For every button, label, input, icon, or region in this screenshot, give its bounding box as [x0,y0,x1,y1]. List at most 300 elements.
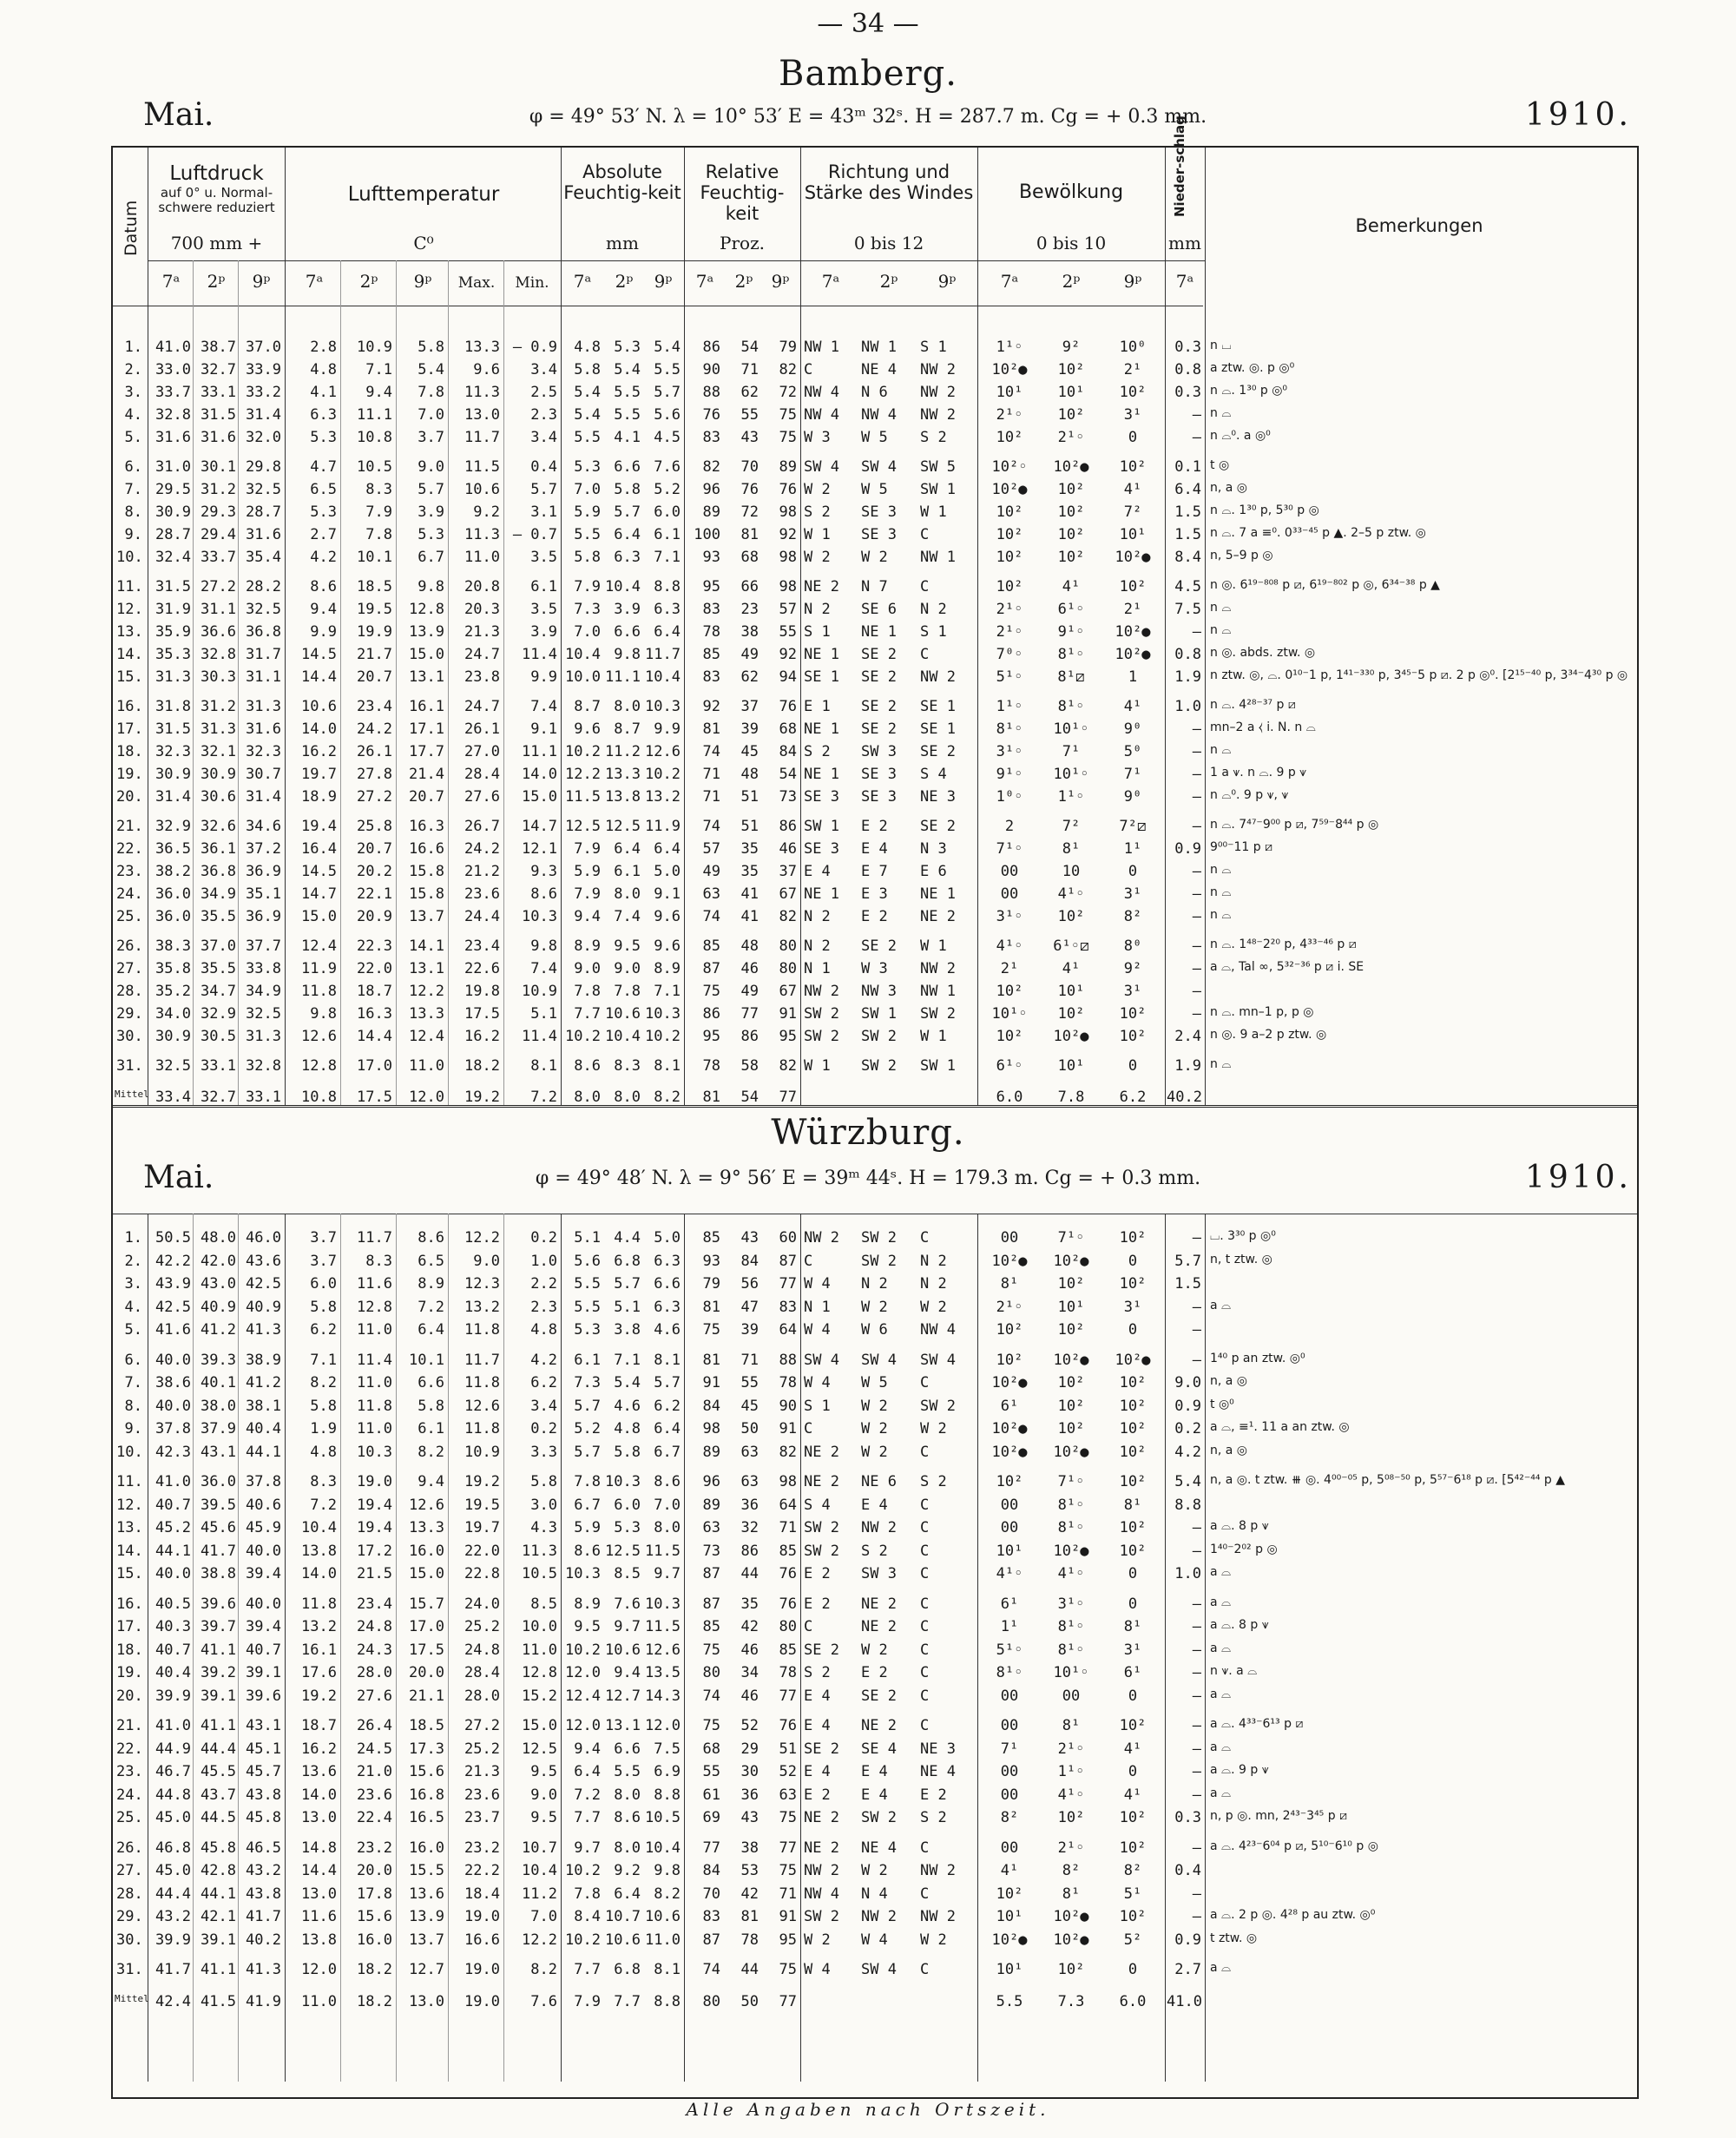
cell-lp: 46.5 [246,1839,281,1857]
cell-w: SW 5 [920,458,956,476]
cell-b: 8¹◦ [1057,698,1085,715]
cell-t: 2.3 [530,1298,557,1316]
cell-lp: 39.6 [246,1687,281,1705]
cell-b: 8² [1062,1862,1081,1879]
cell-w: E 2 [804,1565,831,1582]
cell-t: 10.7 [522,1839,557,1857]
cell-t: 5.3 [310,503,337,521]
cell-r: a ⌓ [1210,1641,1232,1655]
cell-af: 9.2 [614,1862,641,1879]
cell-af: 8.5 [614,1565,641,1582]
cell-b: 10² [996,1351,1023,1369]
cell-t: 0.2 [530,1229,557,1247]
cell-t: 8.2 [418,1443,444,1461]
cell-b: 10² [1119,578,1147,595]
cell-rf: 77 [702,1839,720,1857]
cell-rf: 74 [702,1687,720,1705]
cell-b: 9² [1062,339,1081,356]
cell-rf: 75 [779,1862,797,1879]
month-label-wuerzburg: Mai. [143,1160,214,1195]
cell-t: 16.0 [357,1931,392,1949]
cell-rf: 43 [740,429,759,446]
cell-af: 10.3 [645,1005,681,1023]
cell-b: 10²● [1115,549,1151,566]
cell-w: S 1 [920,623,947,641]
cell-af: 10.3 [565,1565,601,1582]
cell-rf: 87 [702,960,720,977]
cell-w: N 1 [804,1298,831,1316]
cell-d: 12. [116,1496,143,1514]
cell-lp: 45.7 [246,1763,281,1780]
cell-r: n ⌓ [1210,601,1232,615]
cell-lp: 42.3 [155,1443,191,1461]
mean-b: 6.0 [996,1089,1023,1106]
cell-rf: 75 [702,1717,720,1734]
cell-b: 10²● [1115,1351,1151,1369]
cell-w: SW 4 [861,1351,897,1369]
cell-t: 14.5 [301,863,337,880]
mean-rf: 81 [702,1089,720,1106]
cell-w: SW 1 [920,481,956,498]
mean-af: 7.9 [574,1992,601,2010]
cell-rf: 84 [779,743,797,760]
cell-rf: 91 [779,1420,797,1437]
cell-t: 22.1 [357,885,392,903]
cell-w: C [804,1420,813,1437]
sub-t-min: Min. [515,274,549,292]
sub-w-2: 2ᵖ [879,271,898,292]
cell-af: 5.2 [574,1420,601,1437]
cell-d: 13. [116,623,143,641]
cell-af: 10.4 [605,578,641,595]
cell-rf: 43 [740,1809,759,1826]
table-row [113,547,1637,569]
cell-af: 5.4 [614,361,641,378]
cell-t: 13.3 [409,1005,444,1023]
cell-w: SW 1 [861,1005,897,1023]
cell-b: 7⁰◦ [996,646,1023,663]
cell-w: SE 3 [861,766,897,783]
cell-b: 3¹ [1123,1298,1142,1316]
mean-t: 17.5 [357,1089,392,1106]
cell-t: 4.8 [530,1321,557,1339]
cell-n: – [1192,743,1201,760]
cell-af: 6.8 [614,1252,641,1270]
cell-rf: 91 [702,1374,720,1391]
cell-lp: 30.5 [201,1028,236,1045]
cell-lp: 40.6 [246,1496,281,1514]
sub-t-2: 2ᵖ [359,271,378,292]
cell-af: 7.1 [654,549,681,566]
cell-t: 13.9 [409,623,444,641]
cell-lp: 35.9 [155,623,191,641]
cell-t: 8.3 [365,1252,392,1270]
table-row [113,1807,1637,1830]
cell-rf: 35 [740,840,759,858]
cell-af: 4.1 [614,429,641,446]
cell-t: 10.9 [464,1443,500,1461]
cell-b: 10² [1119,458,1147,476]
mean-af: 7.7 [614,1992,641,2010]
cell-t: 17.3 [409,1740,444,1758]
cell-n: 0.9 [1174,840,1201,858]
cell-rf: 89 [702,1443,720,1461]
cell-af: 10.4 [605,1028,641,1045]
cell-rf: 71 [740,1351,759,1369]
cell-t: 11.6 [357,1275,392,1293]
cell-t: 8.5 [530,1595,557,1613]
cell-lp: 31.6 [246,720,281,738]
cell-n: – [1192,788,1201,806]
cell-t: 14.7 [301,885,337,903]
table-row [113,1517,1637,1540]
cell-b: 2¹◦ [1057,1839,1085,1857]
cell-t: 21.3 [464,1763,500,1780]
cell-lp: 36.5 [155,840,191,858]
cell-t: 8.1 [530,1057,557,1075]
cell-af: 5.3 [614,1519,641,1536]
cell-d: 25. [116,1809,143,1826]
cell-t: 22.3 [357,937,392,955]
cell-w: W 2 [920,1420,947,1437]
cell-t: 19.4 [357,1496,392,1514]
cell-d: 6. [124,458,142,476]
cell-lp: 33.9 [246,361,281,378]
cell-d: 28. [116,983,143,1000]
cell-t: 27.6 [357,1687,392,1705]
cell-w: SE 2 [861,698,897,715]
cell-r: n ztw. ◎, ⌓. 0¹⁰⁻1 p, 1⁴¹⁻³³⁰ p, 3⁴⁵⁻5 p ⧄. 2 p ◎⁰. [2¹⁵⁻⁴⁰ p, 3³⁴⁻4³⁰ p ◎ [1210,668,1628,682]
cell-t: 23.2 [357,1839,392,1857]
cell-rf: 49 [740,983,759,1000]
cell-w: NE 1 [804,646,839,663]
cell-t: 5.7 [418,481,444,498]
cell-w: NE 2 [804,1839,839,1857]
cell-t: 3.7 [418,429,444,446]
cell-b: 10¹ [1057,384,1085,401]
cell-t: 14.8 [301,1839,337,1857]
table-row [113,1003,1637,1026]
cell-af: 5.2 [654,481,681,498]
cell-r: n ⌓ [1210,623,1232,637]
cell-t: 23.4 [357,1595,392,1613]
cell-rf: 83 [779,1298,797,1316]
cell-w: W 2 [861,1443,888,1461]
cell-d: 26. [116,937,143,955]
cell-d: 3. [124,1275,142,1293]
cell-b: 8¹ [1123,1618,1142,1635]
cell-af: 8.1 [654,1351,681,1369]
cell-b: 10¹ [996,1542,1023,1560]
cell-af: 8.6 [614,1809,641,1826]
cell-af: 11.5 [645,1618,681,1635]
cell-b: 10²● [1053,1443,1089,1461]
cell-t: 18.7 [357,983,392,1000]
cell-rf: 76 [779,1565,797,1582]
cell-d: 4. [124,406,142,424]
cell-w: NE 1 [920,885,956,903]
cell-lp: 46.7 [155,1763,191,1780]
sub-lp-9: 9ᵖ [252,271,271,292]
cell-rf: 80 [702,1664,720,1681]
cell-rf: 82 [779,361,797,378]
cell-af: 11.9 [645,818,681,835]
sub-af-7: 7ᵃ [573,271,592,292]
cell-t: 19.0 [464,1908,500,1925]
cell-w: S 2 [804,503,831,521]
cell-rf: 54 [779,766,797,783]
cell-lp: 30.9 [155,766,191,783]
cell-n: – [1192,885,1201,903]
cell-w: E 3 [861,885,888,903]
cell-d: 17. [116,720,143,738]
cell-t: 7.8 [418,384,444,401]
cell-r: a ⌓. 2 p ◎. 4²⁸ p au ztw. ◎⁰ [1210,1908,1376,1922]
cell-af: 12.0 [565,1717,601,1734]
cell-b: 3¹ [1123,885,1142,903]
cell-t: 16.0 [409,1839,444,1857]
mean-lp: 33.1 [246,1089,281,1106]
cell-t: 14.0 [301,1565,337,1582]
cell-rf: 51 [779,1740,797,1758]
header-luftdruck: Luftdruck [169,162,264,185]
cell-lp: 32.5 [155,1057,191,1075]
table-row [113,1860,1637,1883]
table-row [113,1906,1637,1929]
cell-rf: 63 [740,1443,759,1461]
cell-t: 20.7 [409,788,444,806]
cell-n: 1.9 [1174,668,1201,686]
cell-b: 00 [1000,1839,1019,1857]
cell-af: 6.2 [654,1397,681,1415]
cell-d: 20. [116,1687,143,1705]
cell-d: 20. [116,788,143,806]
cell-t: 17.2 [357,1542,392,1560]
cell-b: 10² [996,526,1023,543]
cell-w: NE 2 [804,1809,839,1826]
cell-lp: 43.7 [201,1786,236,1804]
cell-lp: 42.5 [155,1298,191,1316]
cell-lp: 41.1 [201,1717,236,1734]
cell-af: 3.8 [614,1321,641,1339]
cell-n: 0.2 [1174,1420,1201,1437]
cell-w: NE 3 [920,788,956,806]
cell-b: 00 [1000,1496,1019,1514]
cell-lp: 32.3 [155,743,191,760]
cell-t: 18.5 [357,578,392,595]
cell-af: 5.7 [654,384,681,401]
cell-t: 23.8 [464,668,500,686]
cell-lp: 27.2 [201,578,236,595]
cell-t: 5.7 [530,481,557,498]
cell-w: W 1 [920,503,947,521]
cell-w: NW 4 [861,406,897,424]
mean-t: 19.2 [464,1089,500,1106]
cell-w: S 2 [920,1809,947,1826]
cell-lp: 39.3 [201,1351,236,1369]
cell-t: 7.2 [310,1496,337,1514]
cell-af: 11.7 [645,646,681,663]
cell-af: 5.6 [574,1252,601,1270]
cell-r: n ◎. 6¹⁹⁻⁸⁰⁸ p ⧄, 6¹⁹⁻⁸⁰² p ◎, 6³⁴⁻³⁸ p ▲ [1210,578,1440,592]
cell-b: 0 [1128,1595,1138,1613]
cell-t: 11.4 [357,1351,392,1369]
cell-w: NE 3 [920,1740,956,1758]
cell-rf: 83 [702,601,720,618]
cell-r: a ⌓. 4²³⁻6⁰⁴ p ⧄, 5¹⁰⁻6¹⁰ p ◎ [1210,1839,1378,1853]
table-row [113,816,1637,839]
cell-t: 10.5 [522,1565,557,1582]
cell-b: 10²● [1053,1908,1089,1925]
cell-w: C [920,1374,930,1391]
cell-b: 8¹ [1062,1885,1081,1903]
cell-af: 6.3 [654,601,681,618]
cell-t: 11.3 [464,526,500,543]
cell-t: 16.6 [464,1931,500,1949]
cell-rf: 85 [779,1641,797,1659]
cell-b: 10²◦ [991,458,1028,476]
cell-lp: 40.5 [155,1595,191,1613]
cell-b: 10²● [1053,1931,1089,1949]
cell-rf: 72 [779,384,797,401]
cell-t: 6.5 [310,481,337,498]
header-niederschlag: Nieder-schlag [1172,115,1187,217]
cell-n: – [1192,1908,1201,1925]
cell-af: 11.5 [565,788,601,806]
table-row [113,524,1637,547]
cell-rf: 56 [740,1275,759,1293]
cell-b: 9⁰ [1123,788,1142,806]
cell-lp: 42.1 [201,1908,236,1925]
cell-lp: 40.4 [155,1664,191,1681]
cell-af: 5.5 [614,1763,641,1780]
cell-d: 16. [116,1595,143,1613]
cell-af: 6.4 [654,623,681,641]
cell-d: 18. [116,1641,143,1659]
cell-w: NE 2 [861,1595,897,1613]
cell-r: t ztw. ◎ [1210,1931,1258,1945]
cell-w: S 1 [804,623,831,641]
cell-r: 1 a ⩛. n ⌓. 9 p ⩛ [1210,766,1307,780]
cell-n: – [1192,623,1201,641]
cell-t: 12.8 [409,601,444,618]
cell-lp: 31.4 [246,406,281,424]
cell-lp: 44.5 [201,1809,236,1826]
cell-rf: 84 [740,1252,759,1270]
sub-n-7: 7ᵃ [1175,271,1194,292]
cell-rf: 91 [779,1005,797,1023]
cell-w: N 2 [804,908,831,925]
cell-n: 0.9 [1174,1397,1201,1415]
header-rel-unit: Proz. [720,233,765,253]
header-rel-feucht: Relative Feuchtig-keit [700,161,785,224]
cell-w: N 2 [804,601,831,618]
cell-lp: 37.9 [201,1420,236,1437]
cell-d: 5. [124,1321,142,1339]
cell-rf: 91 [779,1908,797,1925]
cell-af: 11.2 [605,743,641,760]
cell-rf: 90 [779,1397,797,1415]
cell-rf: 75 [779,1809,797,1826]
cell-rf: 76 [779,698,797,715]
cell-af: 8.6 [574,1542,601,1560]
cell-af: 6.3 [614,549,641,566]
cell-d: 10. [116,1443,143,1461]
table-row [113,696,1637,719]
table-row [113,667,1637,689]
cell-lp: 31.2 [201,481,236,498]
cell-t: 3.4 [530,1397,557,1415]
cell-n: – [1192,863,1201,880]
cell-lp: 30.1 [201,458,236,476]
cell-w: NW 2 [920,406,956,424]
cell-t: 18.7 [301,1717,337,1734]
cell-lp: 41.7 [201,1542,236,1560]
header-abs-unit: mm [606,233,639,253]
cell-rf: 96 [702,1473,720,1490]
cell-rf: 47 [740,1298,759,1316]
cell-d: 28. [116,1885,143,1903]
cell-r: n ◎. abds. ztw. ◎ [1210,646,1316,660]
cell-n: 9.0 [1174,1374,1201,1391]
cell-rf: 55 [740,1374,759,1391]
cell-rf: 83 [702,1908,720,1925]
cell-af: 8.2 [654,1885,681,1903]
cell-t: 13.7 [409,1931,444,1949]
cell-af: 5.0 [654,1229,681,1247]
cell-rf: 95 [779,1028,797,1045]
cell-rf: 64 [779,1496,797,1514]
cell-rf: 78 [702,1057,720,1075]
cell-t: 9.8 [310,1005,337,1023]
cell-w: C [920,1885,930,1903]
cell-rf: 82 [779,1443,797,1461]
cell-w: W 2 [804,481,831,498]
cell-af: 8.6 [574,1057,601,1075]
cell-b: 7¹◦ [1057,1473,1085,1490]
cell-t: 11.9 [301,960,337,977]
cell-af: 9.4 [574,1740,601,1758]
cell-d: 29. [116,1908,143,1925]
cell-b: 10² [1057,361,1085,378]
table-row [113,786,1637,809]
cell-af: 6.7 [574,1496,601,1514]
cell-af: 9.1 [654,885,681,903]
cell-af: 6.4 [654,840,681,858]
cell-w: W 5 [861,429,888,446]
cell-lp: 43.1 [201,1443,236,1461]
cell-d: 30. [116,1931,143,1949]
table-row [113,457,1637,479]
header-nied-unit: mm [1168,233,1201,253]
cell-af: 8.1 [654,1057,681,1075]
cell-w: N 2 [920,1275,947,1293]
cell-rf: 92 [779,526,797,543]
cell-w: C [804,1618,813,1635]
cell-w: NE 2 [804,578,839,595]
cell-t: 17.1 [409,720,444,738]
cell-b: 10 [1062,863,1081,880]
cell-rf: 85 [702,1229,720,1247]
cell-lp: 33.2 [246,384,281,401]
cell-af: 5.3 [614,339,641,356]
header-datum: Datum [122,200,141,256]
cell-w: NW 1 [804,339,839,356]
cell-rf: 85 [702,937,720,955]
mean-rf: 77 [779,1089,797,1106]
mean-af: 8.0 [614,1089,641,1106]
cell-r: n ⌓ [1210,406,1232,420]
